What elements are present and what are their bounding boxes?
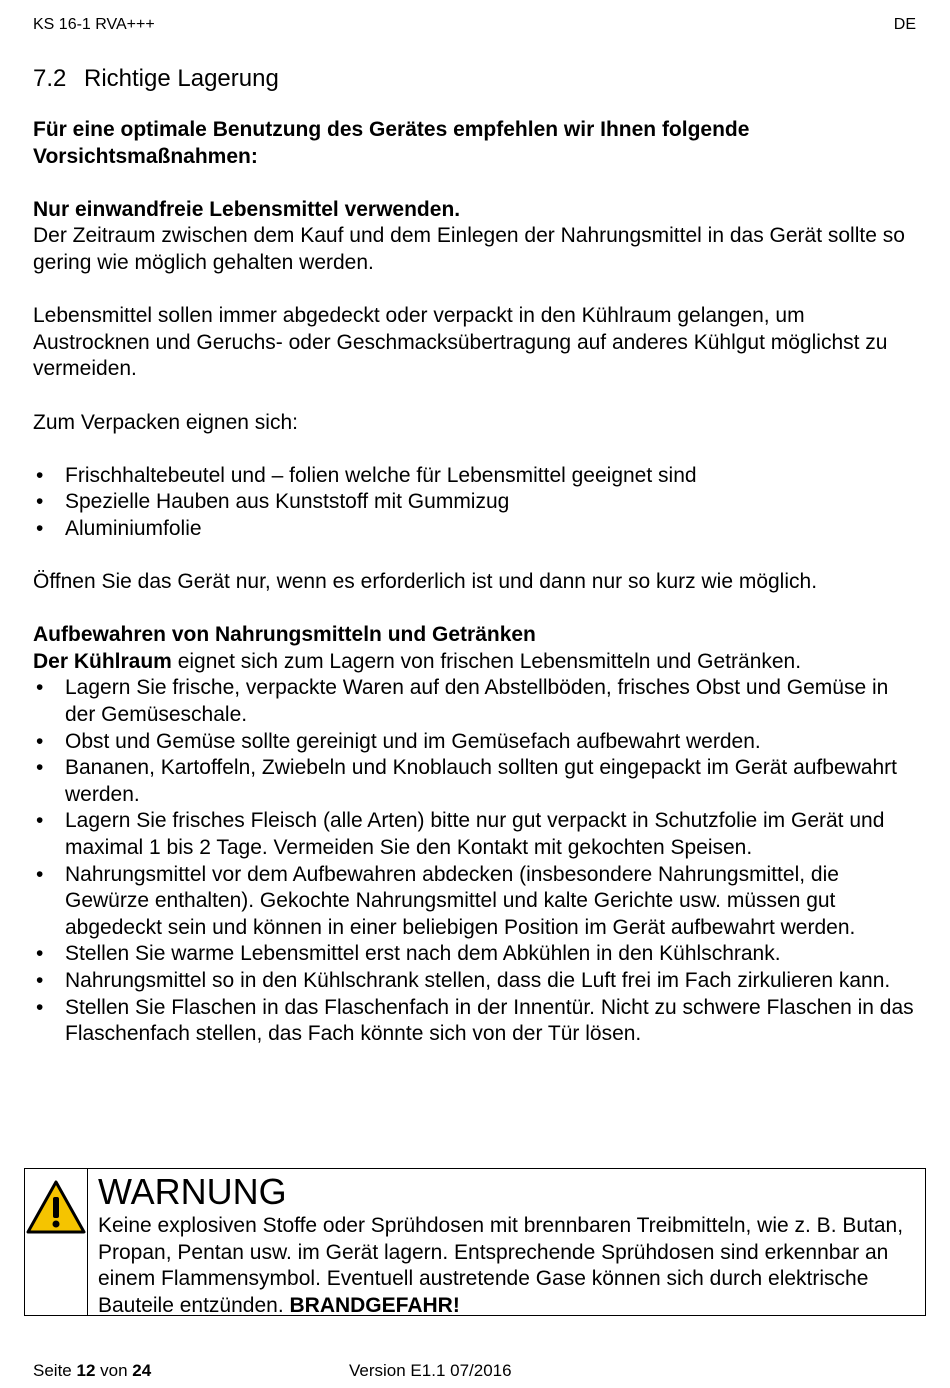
bullet-icon: • [36,676,44,700]
bullet-icon: • [36,995,44,1019]
fresh-food-heading: Nur einwandfreie Lebensmittel verwenden. [33,197,461,221]
warning-content [88,1169,925,1315]
bullet-icon: • [36,516,44,540]
list-item: • Obst und Gemüse sollte gereinigt und im Gemüsefach aufbewahrt werden. [33,729,923,756]
list-item: • Aluminiumfolie [33,516,923,543]
list-item: • Nahrungsmittel so in den Kühlschrank stellen, dass die Luft frei im Fach zirkulieren kann. [33,968,923,995]
list-item: • Spezielle Hauben aus Kunststoff mit Gummizug [33,489,923,516]
storage-list [33,675,923,1047]
bullet-icon: • [36,490,44,514]
bullet-icon: • [36,862,44,886]
header-model: KS 16-1 RVA+++ [33,16,155,33]
document-body [33,64,923,1048]
open-door-note: Öffnen Sie das Gerät nur, wenn es erforderlich ist und dann nur so kurz wie möglich. [33,570,818,594]
packing-intro: Zum Verpacken eignen sich: [33,410,298,434]
warning-triangle-icon [25,1179,87,1235]
header-language: DE [893,16,916,33]
warning-emphasis: BRANDGEFAHR! [289,1293,460,1317]
section-title [33,64,923,94]
page-number: Seite 12 von 24 [33,1361,152,1380]
list-item: • Bananen, Kartoffeln, Zwiebeln und Knoblauch sollten gut eingepackt im Gerät aufbewahrt werden. [36,756,897,806]
cover-food-text: Lebensmittel sollen immer abgedeckt oder verpackt in den Kühlraum gelangen, um Austrocknen und Geruchs- oder Geschmacksübertragung auf anderes Kühlgut möglichst zu vermeiden. [33,304,888,381]
list-item: • Lagern Sie frisches Fleisch (alle Arten) bitte nur gut verpackt in Schutzfolie im Gerät und maximal 1 bis 2 Tage. Vermeiden Sie den Kontakt mit gekochten Speisen. [36,809,885,860]
bullet-icon: • [36,463,44,487]
version-info: Version E1.1 07/2016 [349,1361,512,1380]
list-item: • Frischhaltebeutel und – folien welche für Lebensmittel geeignet sind [33,463,923,490]
list-item: • Nahrungsmittel vor dem Aufbewahren abdecken (insbesondere Nahrungsmittel, die Gewürze enthalten). Gekochte Nahrungsmittel und kalte Gerichte usw. müssen gut abgedeckt sein und können in einer beliebigen Position im Gerät aufbewahrt werden. [36,862,856,939]
bullet-icon: • [36,756,44,780]
bullet-icon: • [36,969,44,992]
list-item: • Stellen Sie warme Lebensmittel erst nach dem Abkühlen in den Kühlschrank. [33,941,923,968]
storage-lead: Der Kühlraum eignet sich zum Lagern von frischen Lebensmitteln und Getränken. [33,649,802,673]
packing-list [33,463,923,543]
bullet-icon: • [36,942,44,966]
warning-box [24,1168,926,1316]
section-number: 7.2 [33,65,67,92]
list-item: • Stellen Sie Flaschen in das Flaschenfach in der Innentür. Nicht zu schwere Flaschen in das Flaschenfach stellen, das Fach könnte sich von der Tür lösen. [36,995,914,1046]
bullet-icon: • [36,809,44,833]
intro-lead: Für eine optimale Benutzung des Gerätes empfehlen wir Ihnen folgende Vorsichtsmaßnahmen: [33,118,750,168]
warning-icon-cell [25,1169,88,1315]
warning-title: WARNUNG [98,1171,287,1212]
list-item: • Lagern Sie frische, verpackte Waren auf den Abstellböden, frisches Obst und Gemüse in der Gemüseschale. [36,676,889,727]
section-title-text: Richtige Lagerung [84,65,279,92]
bullet-icon: • [36,729,44,753]
fresh-food-text: Der Zeitraum zwischen dem Kauf und dem Einlegen der Nahrungsmittel in das Gerät sollte so gering wie möglich gehalten werden. [33,224,905,274]
warning-text: Keine explosiven Stoffe oder Sprühdosen mit brennbaren Treibmitteln, wie z. B. Butan, Propan, Pentan usw. im Gerät lagern. Entsprechende Sprühdosen sind erkennbar an einem Flammensymbol. Eventuell austretende Gase können sich durch elektrische Bauteile entzünden. BRANDGEFAHR! [98,1214,904,1317]
storage-heading: Aufbewahren von Nahrungsmitteln und Getränken [33,623,536,647]
